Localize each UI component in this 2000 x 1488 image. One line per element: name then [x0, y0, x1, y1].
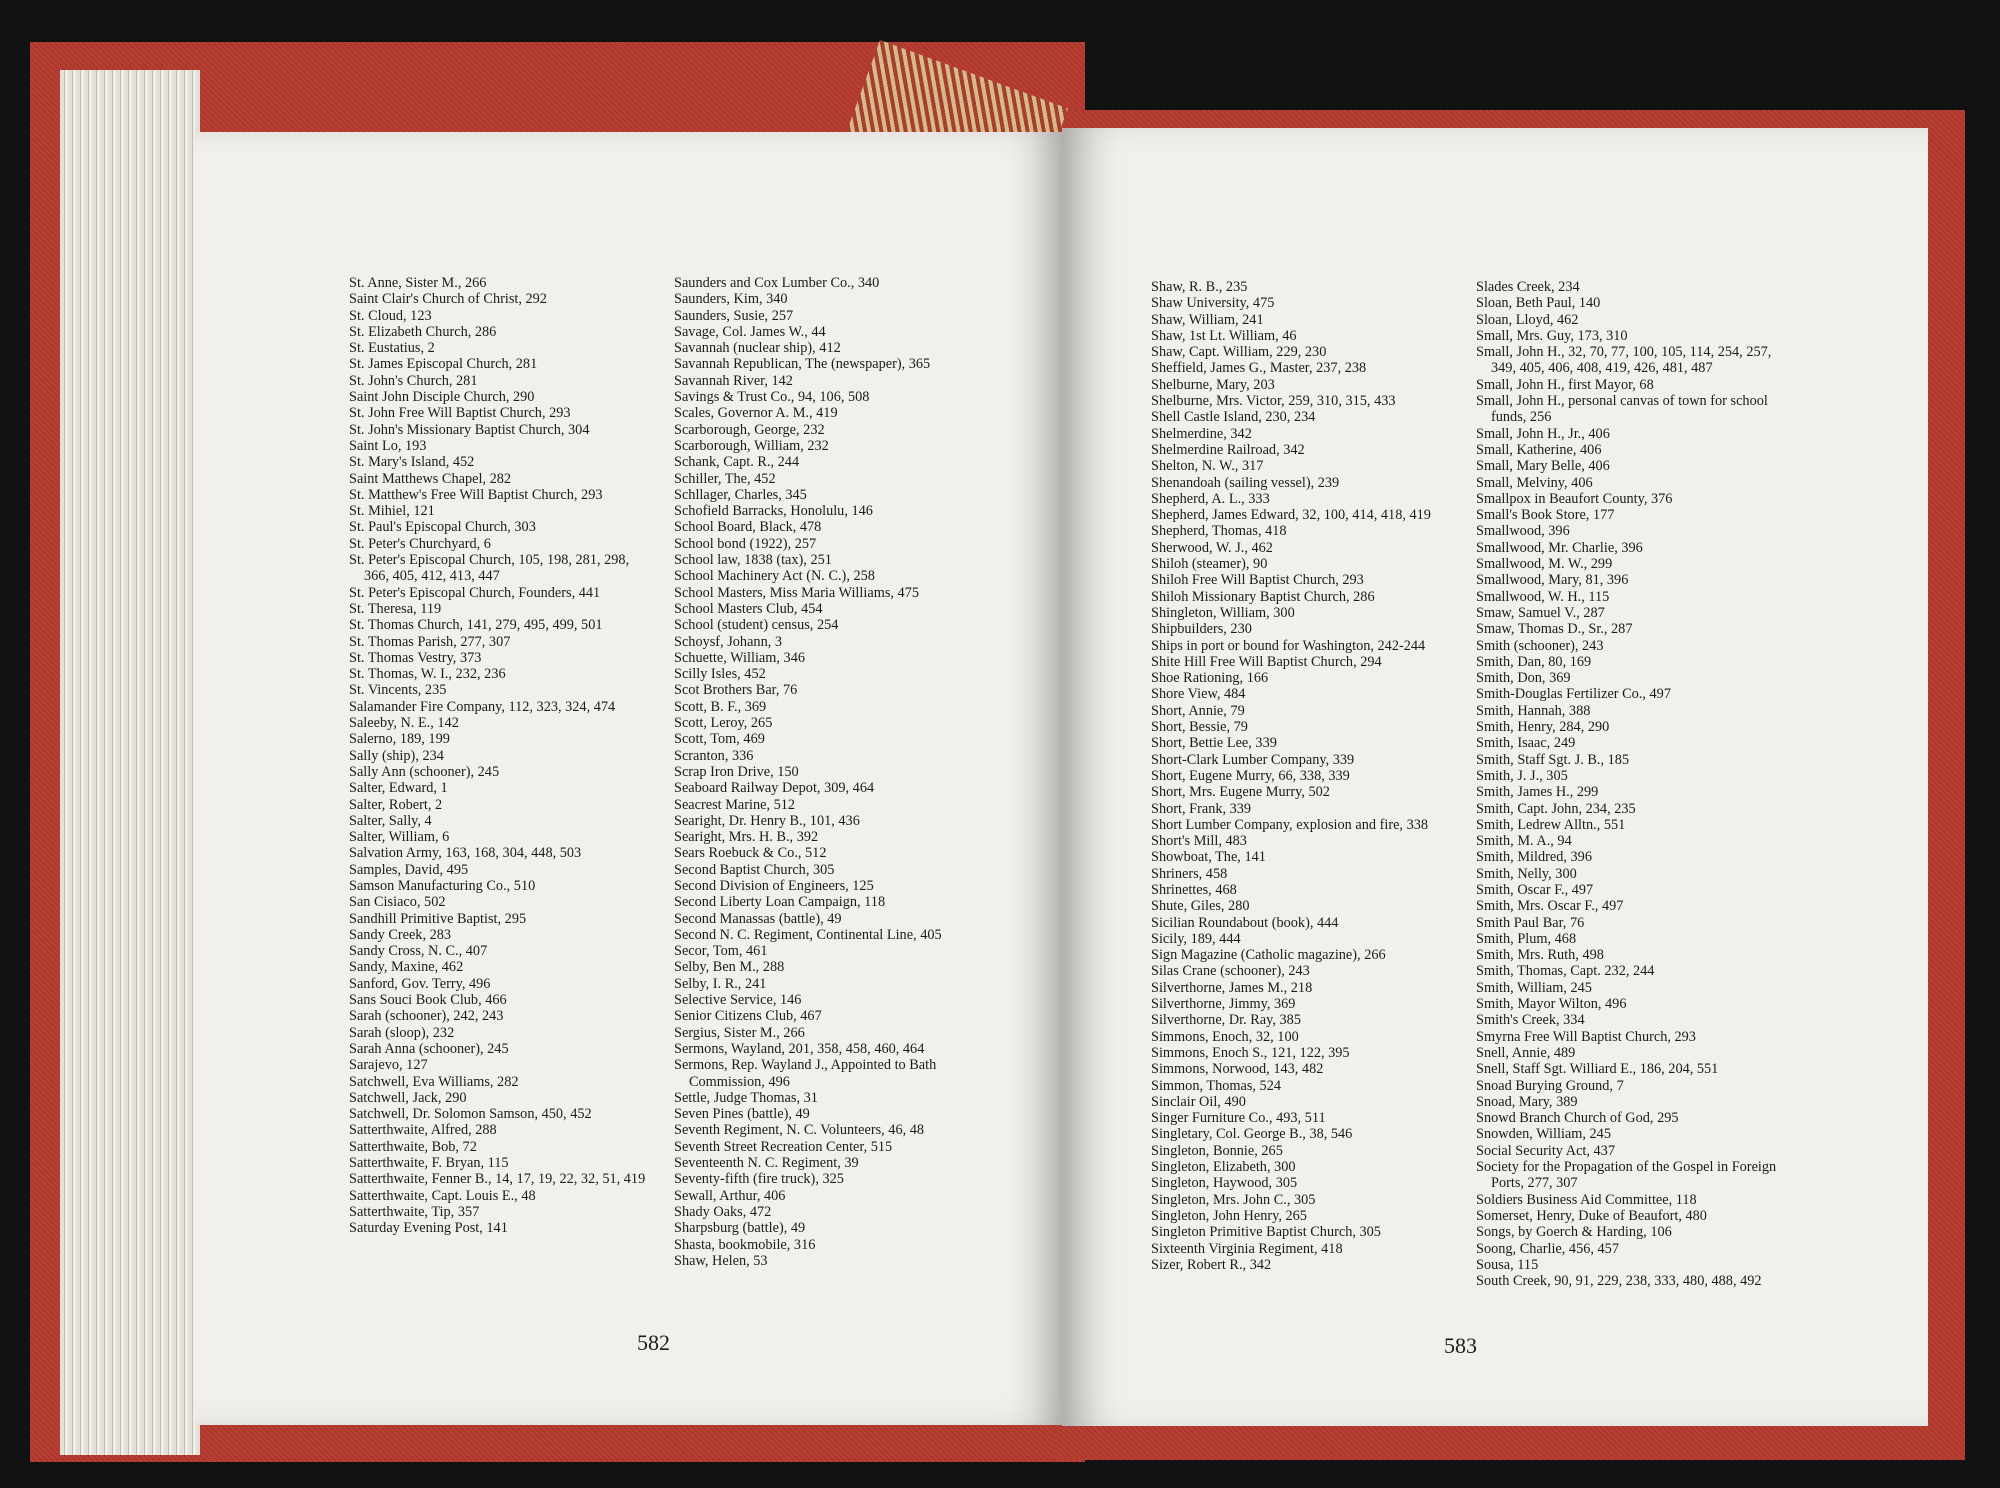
index-entry: Showboat, The, 141 [1151, 849, 1266, 866]
index-entry: Schank, Capt. R., 244 [674, 454, 800, 471]
index-entry: Shingleton, William, 300 [1151, 604, 1295, 621]
index-entry: St. Peter's Episcopal Church, Founders, 441 [349, 584, 601, 601]
index-entry: Shelmerdine, 342 [1151, 425, 1252, 442]
index-entry: St. John Free Will Baptist Church, 293 [349, 405, 571, 422]
index-entry: Seventh Street Recreation Center, 515 [674, 1138, 893, 1155]
index-entry: St. Vincents, 235 [349, 682, 447, 699]
index-entry: Sandy Cross, N. C., 407 [349, 943, 488, 960]
index-entry: Saunders, Kim, 340 [674, 291, 788, 308]
index-entry: Savannah (nuclear ship), 412 [674, 340, 841, 357]
index-entry: Salter, Sally, 4 [349, 812, 432, 829]
index-entry: Selective Service, 146 [674, 992, 802, 1009]
index-entry: School Machinery Act (N. C.), 258 [674, 568, 875, 585]
index-entry: Shaw, Helen, 53 [674, 1252, 768, 1269]
index-entry: Small, John H., 32, 70, 77, 100, 105, 114, 254, 257, 349, 405, 406, 408, 419, 426, 481, 487 [1476, 344, 1772, 377]
index-entry: Satterthwaite, Capt. Louis E., 48 [349, 1187, 536, 1204]
index-entry: Smith, William, 245 [1476, 979, 1592, 996]
index-entry: Schoysf, Johann, 3 [674, 633, 783, 650]
index-entry: Shell Castle Island, 230, 234 [1151, 409, 1316, 426]
index-entry: School bond (1922), 257 [674, 535, 817, 552]
index-entry: Shaw, Capt. William, 229, 230 [1151, 344, 1327, 361]
index-entry: Smith, Isaac, 249 [1476, 735, 1576, 752]
index-entry: Sharpsburg (battle), 49 [674, 1220, 806, 1237]
index-entry: Smith, Henry, 284, 290 [1476, 719, 1610, 736]
index-entry: South Creek, 90, 91, 229, 238, 333, 480, 488, 492 [1476, 1273, 1762, 1290]
index-entry: Secor, Tom, 461 [674, 943, 768, 960]
index-entry: Satchwell, Eva Williams, 282 [349, 1073, 519, 1090]
index-entry: Sears Roebuck & Co., 512 [674, 845, 827, 862]
index-entry: Saint Matthews Chapel, 282 [349, 470, 512, 487]
index-entry: Small's Book Store, 177 [1476, 507, 1615, 524]
index-entry: Sousa, 115 [1476, 1256, 1539, 1273]
index-entry: Smaw, Thomas D., Sr., 287 [1476, 621, 1633, 638]
index-entry: Shrinettes, 468 [1151, 881, 1237, 898]
index-entry: Sixteenth Virginia Regiment, 418 [1151, 1240, 1343, 1257]
index-entry: Smith, M. A., 94 [1476, 833, 1572, 850]
index-entry: St. Thomas Parish, 277, 307 [349, 633, 511, 650]
index-entry: Satchwell, Jack, 290 [349, 1089, 467, 1106]
index-entry: St. Cloud, 123 [349, 307, 432, 324]
index-entry: Smallwood, Mr. Charlie, 396 [1476, 539, 1643, 556]
index-entry: Salter, William, 6 [349, 829, 450, 846]
index-entry: Scales, Governor A. M., 419 [674, 405, 838, 422]
index-entry: Shriners, 458 [1151, 865, 1228, 882]
index-entry: Singleton, Elizabeth, 300 [1151, 1159, 1296, 1176]
index-entry: Schuette, William, 346 [674, 649, 805, 666]
index-entry: Short, Frank, 339 [1151, 800, 1252, 817]
index-entry: Smith, Thomas, Capt. 232, 244 [1476, 963, 1655, 980]
index-entry: Small, John H., Jr., 406 [1476, 425, 1610, 442]
index-entry: Seventh Regiment, N. C. Volunteers, 46, 48 [674, 1122, 925, 1139]
index-entry: Singletary, Col. George B., 38, 546 [1151, 1126, 1353, 1143]
index-entry: Seven Pines (battle), 49 [674, 1106, 810, 1123]
index-entry: Small, Mary Belle, 406 [1476, 458, 1610, 475]
index-entry: Smallwood, M. W., 299 [1476, 556, 1613, 573]
index-entry: Smallwood, 396 [1476, 523, 1570, 540]
index-entry: Shepherd, James Edward, 32, 100, 414, 418, 419 [1151, 507, 1431, 524]
index-entry: Scrap Iron Drive, 150 [674, 763, 799, 780]
index-entry: Seaboard Railway Depot, 309, 464 [674, 780, 875, 797]
index-entry: School Masters, Miss Maria Williams, 475 [674, 584, 919, 601]
index-entry: Snoad, Mary, 389 [1476, 1093, 1578, 1110]
index-entry: Shiloh (steamer), 90 [1151, 556, 1268, 573]
index-entry: Scott, Leroy, 265 [674, 715, 773, 732]
index-entry: Shepherd, A. L., 333 [1151, 490, 1270, 507]
index-entry: St. James Episcopal Church, 281 [349, 356, 538, 373]
index-entry: Smith, Plum, 468 [1476, 930, 1577, 947]
index-entry: Sicilian Roundabout (book), 444 [1151, 914, 1339, 931]
index-entry: Second Division of Engineers, 125 [674, 877, 874, 894]
index-entry: Seventy-fifth (fire truck), 325 [674, 1171, 844, 1188]
index-entry: Sicily, 189, 444 [1151, 930, 1241, 947]
index-entry: San Cisiaco, 502 [349, 894, 446, 911]
index-entry: Sermons, Wayland, 201, 358, 458, 460, 464 [674, 1040, 925, 1057]
index-entry: Salter, Edward, 1 [349, 780, 448, 797]
index-entry: Small, Katherine, 406 [1476, 441, 1602, 458]
index-entry: Scilly Isles, 452 [674, 666, 766, 683]
index-entry: Soldiers Business Aid Committee, 118 [1476, 1191, 1697, 1208]
index-entry: St. Mihiel, 121 [349, 503, 435, 520]
index-entry: Smith, Dan, 80, 169 [1476, 653, 1592, 670]
index-entry: Savings & Trust Co., 94, 106, 508 [674, 389, 870, 406]
index-column-right-2 [1476, 279, 1777, 1289]
index-entry: Smith, Mrs. Oscar F., 497 [1476, 898, 1624, 915]
index-entry: Slades Creek, 234 [1476, 279, 1580, 295]
index-entry: Shore View, 484 [1151, 686, 1246, 703]
index-entry: Satterthwaite, Alfred, 288 [349, 1122, 497, 1139]
index-entry: Samples, David, 495 [349, 861, 469, 878]
index-entry: Schllager, Charles, 345 [674, 486, 807, 503]
index-entry: Smallwood, W. H., 115 [1476, 588, 1610, 605]
index-entry: Silverthorne, Jimmy, 369 [1151, 996, 1296, 1013]
index-entry: Smith, Mayor Wilton, 496 [1476, 996, 1627, 1013]
index-entry: Smith, Nelly, 300 [1476, 865, 1577, 882]
index-entry: Scott, Tom, 469 [674, 731, 765, 748]
index-entry: Short, Bettie Lee, 339 [1151, 735, 1277, 752]
index-entry: Shaw, William, 241 [1151, 311, 1264, 328]
index-entry: Shelmerdine Railroad, 342 [1151, 441, 1305, 458]
index-entry: Short, Annie, 79 [1151, 702, 1245, 719]
index-entry: Smith, Ledrew Alltn., 551 [1476, 816, 1626, 833]
index-entry: Sherwood, W. J., 462 [1151, 539, 1273, 556]
index-entry: Smith, Mrs. Ruth, 498 [1476, 947, 1604, 964]
index-entry: Snowden, William, 245 [1476, 1126, 1611, 1143]
index-entry: Smith, Mildred, 396 [1476, 849, 1592, 866]
index-entry: St. Paul's Episcopal Church, 303 [349, 519, 536, 536]
index-entry: Shaw, R. B., 235 [1151, 279, 1248, 295]
index-entry: Small, John H., personal canvas of town for school funds, 256 [1476, 393, 1768, 426]
index-entry: Smith, Oscar F., 497 [1476, 881, 1594, 898]
index-entry: Scott, B. F., 369 [674, 698, 767, 715]
index-entry: Savannah River, 142 [674, 372, 793, 389]
index-entry: Shenandoah (sailing vessel), 239 [1151, 474, 1340, 491]
index-entry: Sinclair Oil, 490 [1151, 1093, 1246, 1110]
index-entry: Scot Brothers Bar, 76 [674, 682, 798, 699]
index-entry: Saleeby, N. E., 142 [349, 715, 459, 732]
index-entry: Scranton, 336 [674, 747, 754, 764]
index-entry: Senior Citizens Club, 467 [674, 1008, 822, 1025]
index-entry: Songs, by Goerch & Harding, 106 [1476, 1224, 1672, 1241]
index-entry: Sandy, Maxine, 462 [349, 959, 464, 976]
index-entry: Soong, Charlie, 456, 457 [1476, 1240, 1619, 1257]
index-entry: Selby, Ben M., 288 [674, 959, 785, 976]
index-entry: Sergius, Sister M., 266 [674, 1024, 805, 1041]
index-entry: St. Matthew's Free Will Baptist Church, 293 [349, 486, 603, 503]
index-entry: Simmons, Norwood, 143, 482 [1151, 1061, 1324, 1078]
index-entry: Satterthwaite, F. Bryan, 115 [349, 1155, 509, 1172]
index-entry: St. Peter's Episcopal Church, 105, 198, 281, 298, 366, 405, 412, 413, 447 [349, 552, 630, 585]
index-entry: Schofield Barracks, Honolulu, 146 [674, 503, 873, 520]
index-entry: School (student) census, 254 [674, 617, 839, 634]
index-entry: Smallpox in Beaufort County, 376 [1476, 490, 1673, 507]
index-entry: Sarah (schooner), 242, 243 [349, 1008, 504, 1025]
index-entry: Smallwood, Mary, 81, 396 [1476, 572, 1629, 589]
index-entry: Smith, Don, 369 [1476, 670, 1571, 687]
index-entry: Sandhill Primitive Baptist, 295 [349, 910, 527, 927]
index-entry: Snoad Burying Ground, 7 [1476, 1077, 1624, 1094]
index-entry: St. Thomas Vestry, 373 [349, 649, 482, 666]
index-entry: St. Thomas Church, 141, 279, 495, 499, 501 [349, 617, 603, 634]
index-entry: Satchwell, Dr. Solomon Samson, 450, 452 [349, 1106, 592, 1123]
index-entry: St. Elizabeth Church, 286 [349, 323, 497, 340]
index-entry: Salerno, 189, 199 [349, 731, 450, 748]
index-entry: Shelton, N. W., 317 [1151, 458, 1264, 475]
index-entry: Simmons, Enoch S., 121, 122, 395 [1151, 1044, 1350, 1061]
index-column-left-2 [674, 275, 975, 1269]
page-number-right: 583 [1444, 1333, 1477, 1358]
index-entry: Short Lumber Company, explosion and fire, 338 [1151, 816, 1429, 833]
index-entry: Shaw University, 475 [1151, 295, 1275, 312]
index-entry: Sermons, Rep. Wayland J., Appointed to Bath Commission, 496 [674, 1057, 937, 1090]
index-entry: School Masters Club, 454 [674, 600, 823, 617]
index-entry: Short, Eugene Murry, 66, 338, 339 [1151, 767, 1350, 784]
index-entry: Shady Oaks, 472 [674, 1203, 772, 1220]
index-entry: Samson Manufacturing Co., 510 [349, 877, 536, 894]
index-entry: Saturday Evening Post, 141 [349, 1220, 508, 1237]
index-entry: Shelburne, Mrs. Victor, 259, 310, 315, 433 [1151, 393, 1396, 410]
index-entry: Smith's Creek, 334 [1476, 1012, 1585, 1029]
index-entry: Shiloh Missionary Baptist Church, 286 [1151, 588, 1375, 605]
index-entry: Salvation Army, 163, 168, 304, 448, 503 [349, 845, 582, 862]
index-entry: Satterthwaite, Fenner B., 14, 17, 19, 22, 32, 51, 419 [349, 1171, 646, 1188]
index-entry: Shoe Rationing, 166 [1151, 670, 1269, 687]
index-entry: Sarah Anna (schooner), 245 [349, 1040, 509, 1057]
index-entry: Somerset, Henry, Duke of Beaufort, 480 [1476, 1207, 1707, 1224]
index-entry: Sloan, Lloyd, 462 [1476, 311, 1579, 328]
index-entry: Saunders, Susie, 257 [674, 307, 794, 324]
index-entry: Searight, Mrs. H. B., 392 [674, 829, 819, 846]
index-entry: Silverthorne, Dr. Ray, 385 [1151, 1012, 1301, 1029]
index-entry: Salamander Fire Company, 112, 323, 324, 474 [349, 698, 616, 715]
index-entry: Smyrna Free Will Baptist Church, 293 [1476, 1028, 1696, 1045]
index-entry: Simmons, Enoch, 32, 100 [1151, 1028, 1299, 1045]
index-entry: Smith Paul Bar, 76 [1476, 914, 1585, 931]
index-entry: St. Peter's Churchyard, 6 [349, 535, 491, 552]
index-entry: Small, John H., first Mayor, 68 [1476, 376, 1654, 393]
index-entry: Sloan, Beth Paul, 140 [1476, 295, 1601, 312]
index-entry: Singer Furniture Co., 493, 511 [1151, 1110, 1326, 1127]
index-entry: Smith, Hannah, 388 [1476, 702, 1591, 719]
index-entry: Saint John Disciple Church, 290 [349, 389, 535, 406]
index-entry: Smith, Capt. John, 234, 235 [1476, 800, 1636, 817]
index-entry: Shasta, bookmobile, 316 [674, 1236, 816, 1253]
index-entry: Scarborough, William, 232 [674, 437, 829, 454]
index-entry: St. Eustatius, 2 [349, 340, 435, 357]
index-entry: Shiloh Free Will Baptist Church, 293 [1151, 572, 1364, 589]
page-edges [60, 70, 200, 1455]
index-column-right-1 [1151, 279, 1452, 1273]
index-entry: Selby, I. R., 241 [674, 975, 767, 992]
index-entry: Scarborough, George, 232 [674, 421, 825, 438]
index-entry: Sandy Creek, 283 [349, 926, 452, 943]
index-entry: Smith, James H., 299 [1476, 784, 1599, 801]
index-entry: Salter, Robert, 2 [349, 796, 443, 813]
index-entry: Short, Mrs. Eugene Murry, 502 [1151, 784, 1330, 801]
index-entry: Saint Clair's Church of Christ, 292 [349, 291, 547, 308]
index-entry: Second Baptist Church, 305 [674, 861, 835, 878]
index-entry: Settle, Judge Thomas, 31 [674, 1089, 818, 1106]
index-entry: Silverthorne, James M., 218 [1151, 979, 1313, 996]
index-entry: Smith (schooner), 243 [1476, 637, 1604, 654]
index-entry: Saunders and Cox Lumber Co., 340 [674, 275, 880, 291]
index-entry: Schiller, The, 452 [674, 470, 776, 487]
index-entry: Second Liberty Loan Campaign, 118 [674, 894, 886, 911]
index-entry: Sarajevo, 127 [349, 1057, 428, 1074]
index-entry: Simmon, Thomas, 524 [1151, 1077, 1282, 1094]
index-entry: Smith-Douglas Fertilizer Co., 497 [1476, 686, 1671, 703]
index-entry: Shelburne, Mary, 203 [1151, 376, 1275, 393]
index-entry: Short-Clark Lumber Company, 339 [1151, 751, 1355, 768]
index-entry: Sign Magazine (Catholic magazine), 266 [1151, 947, 1386, 964]
index-entry: Sheffield, James G., Master, 237, 238 [1151, 360, 1367, 377]
index-entry: Second Manassas (battle), 49 [674, 910, 842, 927]
index-entry: Snell, Annie, 489 [1476, 1044, 1576, 1061]
index-entry: Second N. C. Regiment, Continental Line, 405 [674, 926, 942, 943]
index-entry: Satterthwaite, Bob, 72 [349, 1138, 477, 1155]
index-entry: Shite Hill Free Will Baptist Church, 294 [1151, 653, 1382, 670]
index-entry: Sally Ann (schooner), 245 [349, 763, 500, 780]
index-entry: Singleton, Haywood, 305 [1151, 1175, 1298, 1192]
index-entry: St. John's Missionary Baptist Church, 304 [349, 421, 590, 438]
index-column-left-1 [349, 275, 650, 1237]
index-entry: Shute, Giles, 280 [1151, 898, 1250, 915]
index-entry: Singleton Primitive Baptist Church, 305 [1151, 1224, 1381, 1241]
index-entry: Short's Mill, 483 [1151, 833, 1247, 850]
index-entry: Short, Bessie, 79 [1151, 719, 1248, 736]
index-entry: Smaw, Samuel V., 287 [1476, 604, 1605, 621]
index-entry: Shepherd, Thomas, 418 [1151, 523, 1287, 540]
index-entry: Smith, Staff Sgt. J. B., 185 [1476, 751, 1630, 768]
index-entry: Sally (ship), 234 [349, 747, 444, 764]
index-entry: School Board, Black, 478 [674, 519, 822, 536]
index-entry: Social Security Act, 437 [1476, 1142, 1615, 1159]
index-entry: Sanford, Gov. Terry, 496 [349, 975, 491, 992]
index-entry: Smith, J. J., 305 [1476, 767, 1568, 784]
index-entry: Snowd Branch Church of God, 295 [1476, 1110, 1679, 1127]
index-entry: Snell, Staff Sgt. Williard E., 186, 204, 551 [1476, 1061, 1719, 1078]
index-entry: St. Anne, Sister M., 266 [349, 275, 487, 291]
index-entry: Ships in port or bound for Washington, 242-244 [1151, 637, 1426, 654]
index-entry: Savage, Col. James W., 44 [674, 323, 826, 340]
index-entry: St. Theresa, 119 [349, 600, 442, 617]
index-entry: Seventeenth N. C. Regiment, 39 [674, 1155, 859, 1172]
page-number-left: 582 [637, 1330, 670, 1355]
index-entry: Sizer, Robert R., 342 [1151, 1256, 1272, 1273]
index-entry: Society for the Propagation of the Gospel in Foreign Ports, 277, 307 [1476, 1159, 1777, 1192]
index-entry: Small, Mrs. Guy, 173, 310 [1476, 327, 1628, 344]
index-entry: Searight, Dr. Henry B., 101, 436 [674, 812, 860, 829]
index-entry: Seacrest Marine, 512 [674, 796, 796, 813]
index-entry: School law, 1838 (tax), 251 [674, 552, 832, 569]
index-entry: Small, Melviny, 406 [1476, 474, 1593, 491]
index-entry: Sarah (sloop), 232 [349, 1024, 455, 1041]
index-entry: Sewall, Arthur, 406 [674, 1187, 786, 1204]
index-entry: St. Mary's Island, 452 [349, 454, 475, 471]
index-entry: St. Thomas, W. I., 232, 236 [349, 666, 506, 683]
index-entry: Shaw, 1st Lt. William, 46 [1151, 327, 1297, 344]
index-entry: Shipbuilders, 230 [1151, 621, 1252, 638]
index-entry: Savannah Republican, The (newspaper), 365 [674, 356, 931, 373]
index-entry: Singleton, Mrs. John C., 305 [1151, 1191, 1316, 1208]
index-entry: St. John's Church, 281 [349, 372, 478, 389]
index-entry: Sans Souci Book Club, 466 [349, 992, 507, 1009]
index-entry: Singleton, John Henry, 265 [1151, 1207, 1307, 1224]
index-entry: Singleton, Bonnie, 265 [1151, 1142, 1283, 1159]
index-entry: Silas Crane (schooner), 243 [1151, 963, 1310, 980]
index-entry: Satterthwaite, Tip, 357 [349, 1203, 480, 1220]
index-entry: Saint Lo, 193 [349, 437, 427, 454]
